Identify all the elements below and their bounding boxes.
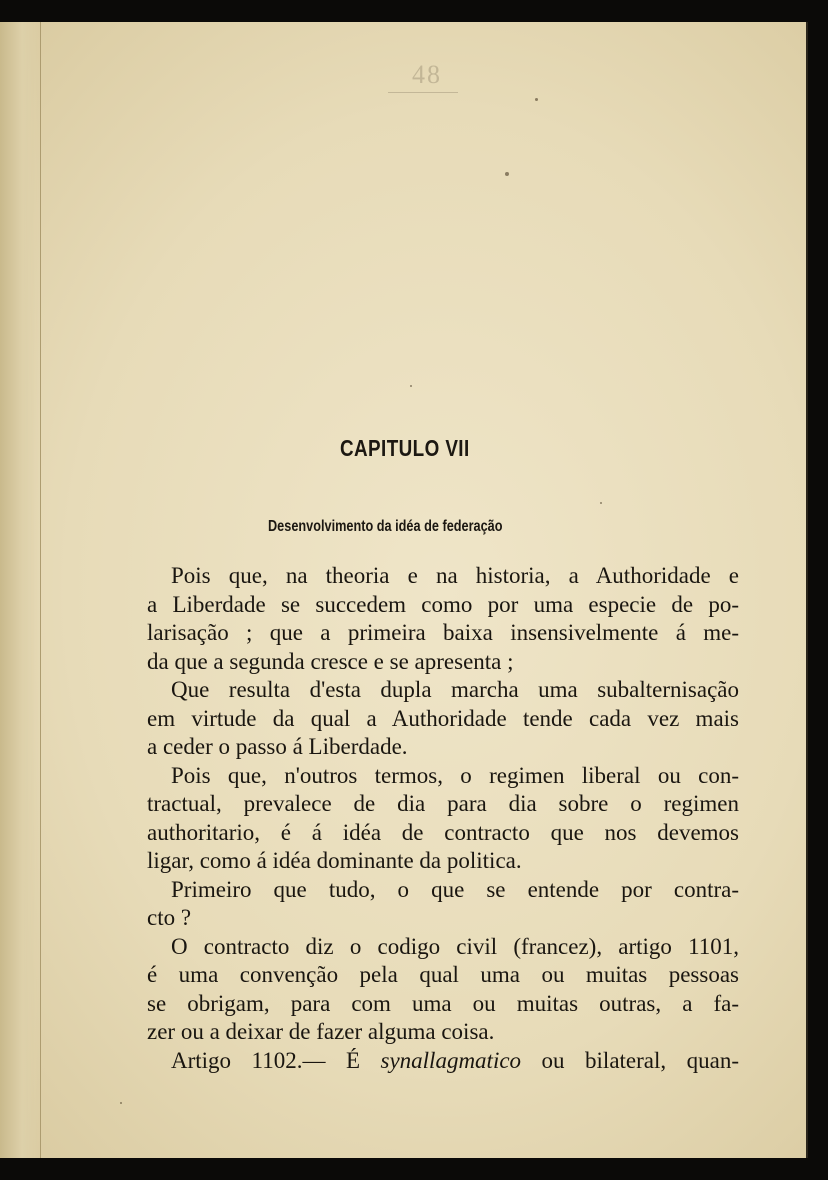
running-head: 48 xyxy=(412,60,442,89)
book-page xyxy=(0,22,808,1158)
text-line: a Liberdade se succedem como por uma especie de po- xyxy=(147,591,739,617)
text-line: Primeiro que tudo, o que se entende por contra- xyxy=(171,876,739,902)
text-line: em virtude da qual a Authoridade tende cada vez mais xyxy=(147,705,739,731)
page-gutter xyxy=(0,22,41,1158)
chapter-heading: CAPITULO VII xyxy=(340,435,470,461)
italic-term: synallagmatico xyxy=(380,1047,522,1073)
body-text xyxy=(147,562,739,1075)
text-line: Pois que, na theoria e na historia, a Authoridade e xyxy=(171,563,739,588)
text-line: ligar, como á idéa dominante da politica. xyxy=(147,848,522,873)
section-title: Desenvolvimento da idéa de federação xyxy=(268,518,503,535)
text-line: larisação ; que a primeira baixa insensivelmente á me- xyxy=(147,620,739,645)
text-line: Que resulta d'esta dupla marcha uma subalternisação xyxy=(171,677,739,702)
text-segment: ou bilateral, quan- xyxy=(521,1047,740,1073)
text-line-last xyxy=(147,1047,739,1076)
text-line: é uma convenção pela qual uma ou muitas pessoas xyxy=(147,962,739,987)
text-line: a ceder o passo á Liberdade. xyxy=(147,734,408,759)
running-head-rule xyxy=(388,92,458,93)
text-line: zer ou a deixar de fazer alguma coisa. xyxy=(147,1019,495,1044)
text-line: O contracto diz o codigo civil (francez), artigo 1101, xyxy=(171,933,739,959)
text-segment: Artigo 1102.— É xyxy=(171,1047,381,1073)
text-line: authoritario, é á idéa de contracto que nos devemos xyxy=(147,819,739,845)
text-line: da que a segunda cresce e se apresenta ; xyxy=(147,648,514,674)
text-line: cto ? xyxy=(147,905,192,930)
text-line: tractual, prevalece de dia para dia sobre o regimen xyxy=(147,791,739,816)
text-line: se obrigam, para com uma ou muitas outras, a fa- xyxy=(147,990,739,1016)
text-line: Pois que, n'outros termos, o regimen liberal ou con- xyxy=(171,762,739,788)
